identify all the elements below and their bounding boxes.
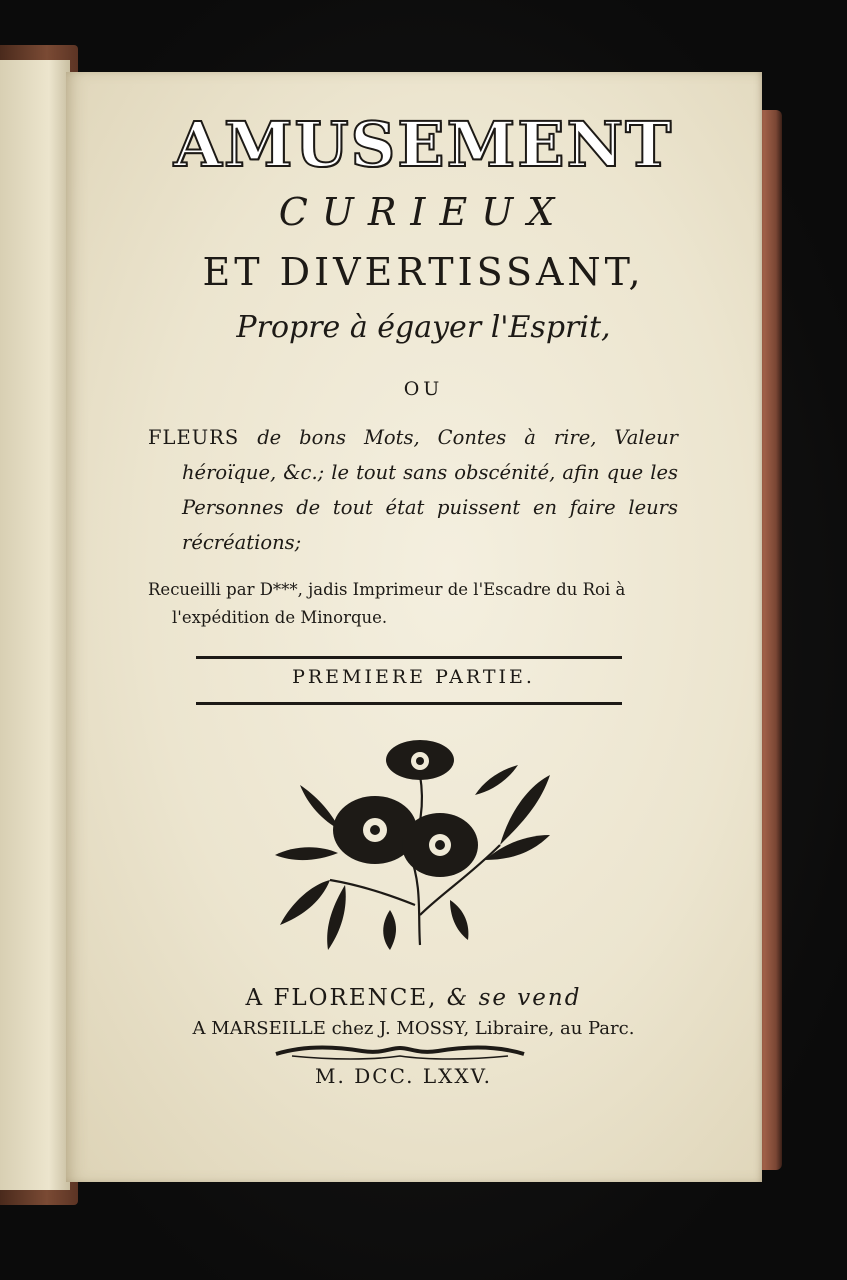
subtitle-propre: Propre à égayer l'Esprit, [236,310,611,345]
rule-top [196,656,622,659]
description-paragraph [148,420,678,560]
description-line-1 [148,420,678,455]
imprint-publisher: A MARSEILLE chez J. MOSSY, Libraire, au Parc. [192,1018,635,1039]
compiler-line-1: Recueilli par D***, jadis Imprimeur de l'Escadre du Roi à [148,580,626,599]
flower-bouquet-icon [270,735,560,955]
connector-ou: OU [403,378,444,400]
subtitle-curieux: CURIEUX [278,190,569,234]
main-title: AMUSEMENT [173,108,674,181]
flourish-rule-icon [272,1042,528,1064]
part-label: PREMIERE PARTIE. [292,666,535,688]
compiler-line-2: l'expédition de Minorque. [172,608,388,627]
description-line-4: récréations; [182,531,302,554]
imprint-place-roman: A FLORENCE, [245,985,438,1011]
imprint-place [0,985,837,1011]
description-lead: FLEURS [148,426,240,449]
description-line-1-text: de bons Mots, Contes à rire, Valeur [257,426,679,449]
rule-bottom [196,702,622,705]
description-line-2: héroïque, &c.; le tout sans obscénité, afin que les [182,461,678,484]
imprint-place-italic: & se vend [446,985,582,1011]
compiler-credit [148,576,680,632]
description-line-3: Personnes de tout état puissent en faire leurs [182,496,678,519]
subtitle-divertissant: ET DIVERTISSANT, [202,250,645,294]
imprint-date: M. DCC. LXXV. [315,1064,492,1088]
